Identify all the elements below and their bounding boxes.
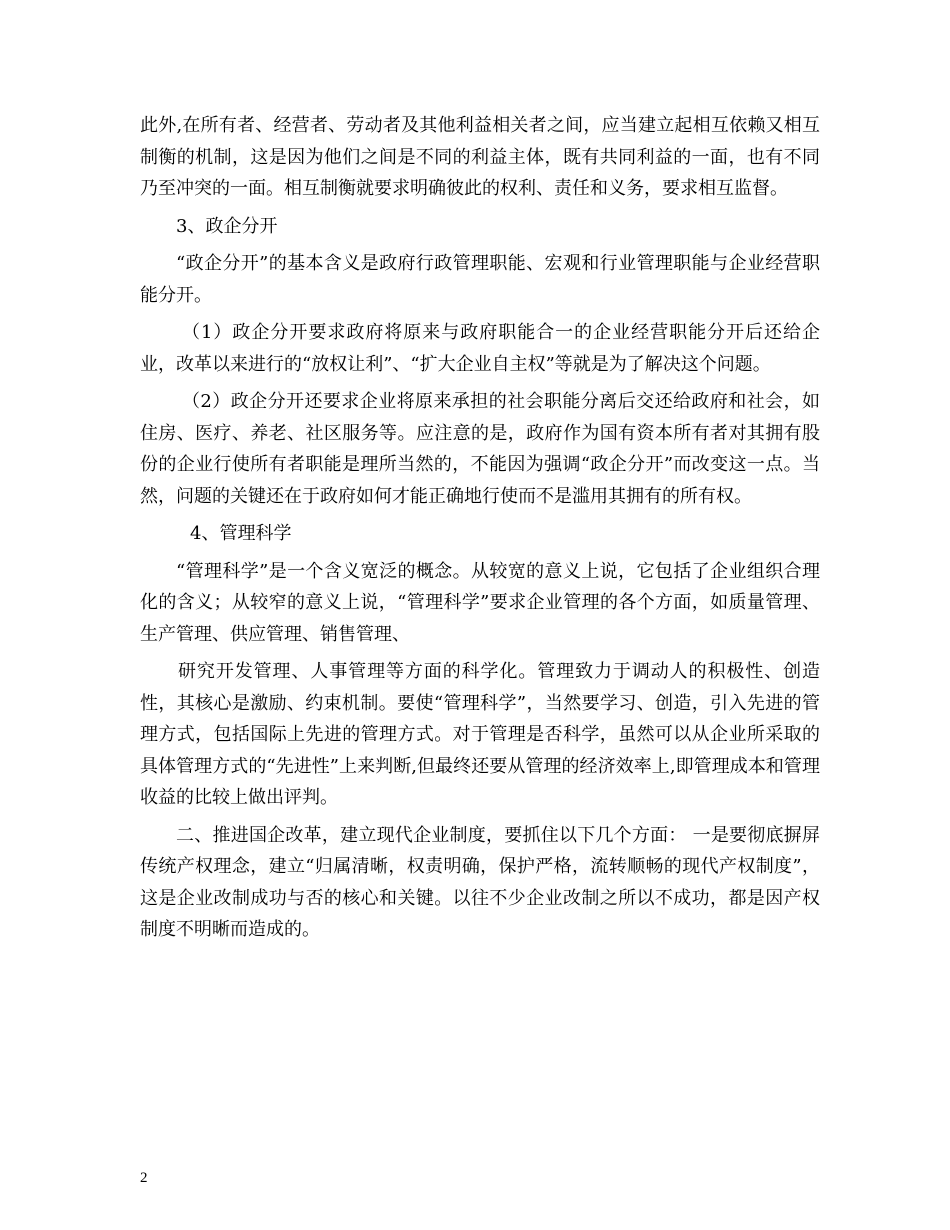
- heading-scientific-management: 4、管理科学: [190, 523, 292, 544]
- paragraph-state-enterprise-reform: 二、推进国企改革，建立现代企业制度，要抓住以下几个方面： 一是要彻底摒屏传统产权理念，建立“归属清晰，权责明确，保护严格，流转顺畅的现代产权制度”，这是企业改制成功与否的核心和关键。以往不少企业改制之所以不成功，都是因产权制度不明晰而造成的。: [140, 824, 820, 940]
- paragraph-separation-point-1: （1）政企分开要求政府将原来与政府职能合一的企业经营职能分开后还给企业，改革以来进行的“放权让利”、“扩大企业自主权”等就是为了解决这个问题。: [140, 322, 820, 375]
- page-number: 2: [140, 1170, 148, 1186]
- paragraph-management-continued: 研究开发管理、人事管理等方面的科学化。管理致力于调动人的积极性、创造性，其核心是激励、约束机制。要使“管理科学”，当然要学习、创造，引入先进的管理方式，包括国际上先进的管理方式。对于管理是否科学，虽然可以从企业所采取的具体管理方式的“先进性”上来判断,但最终还要从管理的经济效率上,即管理成本和管理收益的比较上做出评判。: [140, 661, 820, 808]
- paragraph-separation-definition: “政企分开”的基本含义是政府行政管理职能、宏观和行业管理职能与企业经营职能分开。: [140, 253, 820, 306]
- paragraph-checks-and-balances: 此外,在所有者、经营者、劳动者及其他利益相关者之间，应当建立起相互依赖又相互制衡的机制，这是因为他们之间是不同的利益主体，既有共同利益的一面，也有不同乃至冲突的一面。相互制衡就要求明确彼此的权利、责任和义务，要求相互监督。: [140, 115, 820, 199]
- paragraph-separation-point-2: （2）政企分开还要求企业将原来承担的社会职能分离后交还给政府和社会，如住房、医疗、养老、社区服务等。应注意的是，政府作为国有资本所有者对其拥有股份的企业行使所有者职能是理所当然的，不能因为强调“政企分开”而改变这一点。当然，问题的关键还在于政府如何才能正确地行使而不是滥用其拥有的所有权。: [140, 391, 820, 507]
- paragraph-management-definition: “管理科学”是一个含义宽泛的概念。从较宽的意义上说，它包括了企业组织合理化的含义；从较窄的意义上说，“管理科学”要求企业管理的各个方面，如质量管理、生产管理、供应管理、销售管理、: [140, 560, 820, 645]
- document-body: [140, 110, 820, 952]
- heading-separation-of-government-and-enterprise: 3、政企分开: [176, 215, 278, 237]
